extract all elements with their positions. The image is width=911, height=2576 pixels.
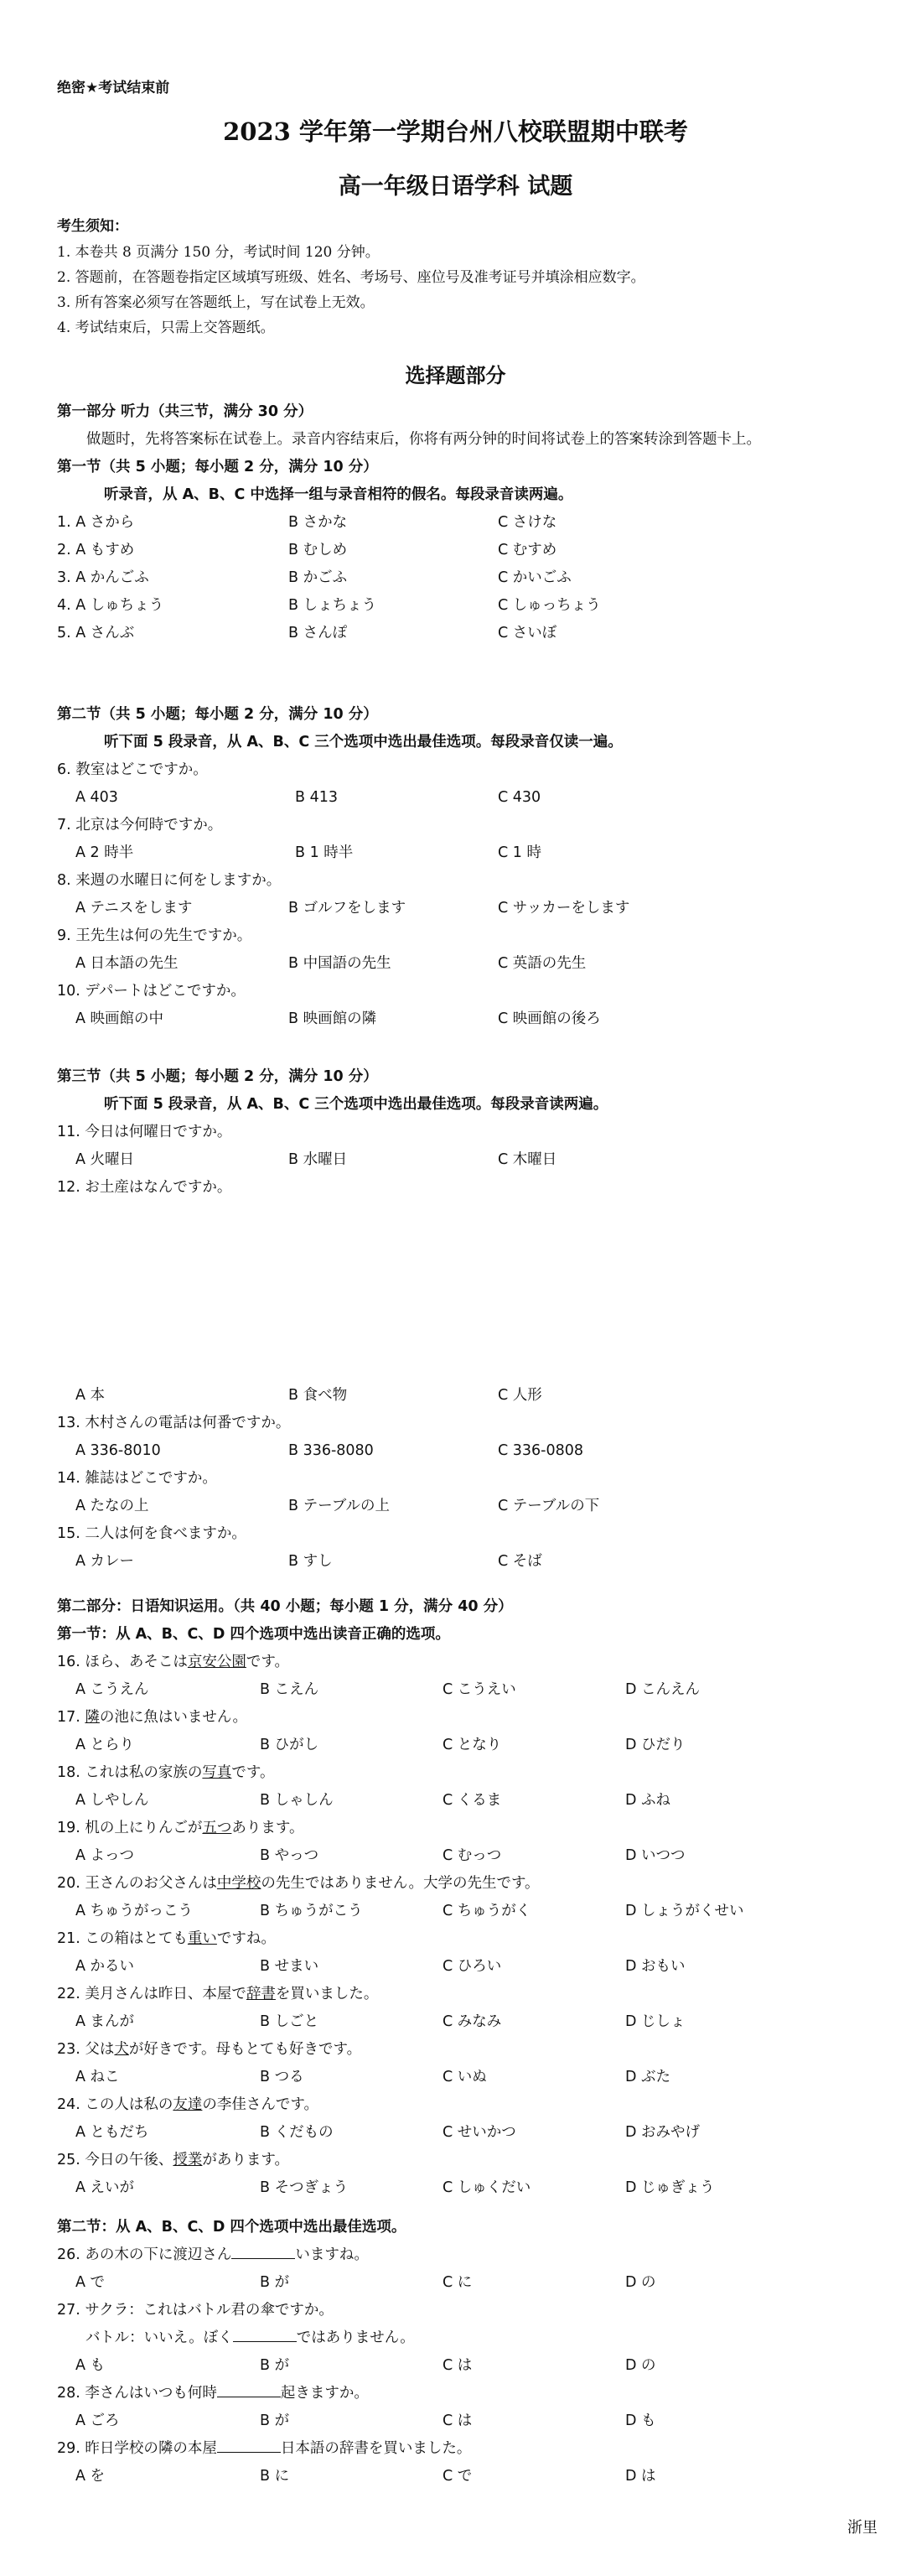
section-title: 第一节（共 5 小题；每小题 2 分，满分 10 分） [57,459,378,475]
question-options [57,2119,887,2147]
question-options [57,1898,887,1925]
option-b: B かごふ [288,569,348,586]
option-b: B やっつ [260,1847,319,1864]
option-a: A カレー [75,1553,135,1570]
stem-text: 23. 父は [57,2041,115,2058]
option-a: A 日本語の先生 [75,955,179,972]
stem-text: 22. 美月さんは昨日、本屋で [57,1986,246,2002]
option-a: A ともだち [75,2124,149,2141]
option-b: B が [260,2357,290,2374]
section-title: 第二节（共 5 小题；每小题 2 分，满分 10 分） [57,706,378,723]
question-stem: 15. 二人は何を食べますか。 [57,1525,246,1542]
option-b: B すし [288,1553,333,1570]
stem-text: 28. 李さんはいつも何時 [57,2385,217,2402]
question-stem [57,2241,887,2269]
option-d: D の [625,2357,656,2374]
question-options [57,784,887,812]
option-b: B 1 時半 [295,844,354,861]
underlined-word: 重い [187,1930,217,1947]
question-options [57,2174,887,2202]
part-title: 第一部分 听力（共三节，满分 30 分） [57,403,313,420]
option-a: A を [75,2468,106,2485]
underlined-word: 授業 [173,2152,203,2168]
option-b: B こえん [260,1681,319,1698]
underlined-word: 中学校 [216,1875,261,1892]
question-options [57,950,887,978]
listening-section-2 [57,701,887,1033]
answer-blank [217,2437,281,2453]
section-instruction: 听录音，从 A、B、C 中选择一组与录音相符的假名。每段录音读两遍。 [104,486,573,503]
section-title: 第三节（共 5 小题；每小题 2 分，满分 10 分） [57,1068,378,1085]
question-stem [57,2091,887,2119]
question-stem [57,1815,887,1842]
option-a: A しやしん [75,1792,149,1809]
part-title: 第二部分：日语知识运用。（共 40 小题；每小题 1 分，满分 40 分） [57,1598,513,1615]
question-options [57,1787,887,1815]
stem-text: ですね。 [216,1930,276,1947]
option-c: C で [443,2468,473,2485]
question-stem [57,1759,887,1787]
knowledge-section-2 [57,2214,887,2490]
option-b: B 食べ物 [288,1387,348,1404]
option-a: 3. A かんごふ [57,569,149,586]
notes-item: 1. 本卷共 8 页满分 150 分，考试时间 120 分钟。 [57,244,380,261]
underlined-word: 写真 [202,1764,232,1781]
option-a: A 336-8010 [75,1442,161,1459]
option-b: B さかな [288,514,348,531]
option-a: 2. A もすめ [57,542,135,558]
underlined-word: 五つ [202,1820,232,1836]
question-options [57,1953,887,1981]
option-a: A 本 [75,1387,106,1404]
option-b: B さんぽ [288,625,348,641]
section-instruction: 听下面 5 段录音，从 A、B、C 三个选项中选出最佳选项。每段录音仅读一遍。 [104,734,623,750]
notes-item: 2. 答题前，在答题卷指定区域填写班级、姓名、考场号、座位号及准考证号并填涂相应数字。 [57,269,645,286]
option-b: B しゃしん [260,1792,334,1809]
option-a: A こうえん [75,1681,149,1698]
question-stem [57,1981,887,2008]
stem-text: 21. この箱はとても [57,1930,188,1947]
part-intro: 做题时，先将答案标在试卷上。录音内容结束后，你将有两分钟的时间将试卷上的答案转涂到答题卡上。 [86,431,761,448]
exam-title: 2023 学年第一学期台州八校联盟期中联考 [223,117,688,146]
question-options [57,839,887,867]
option-c: C しゅっちょう [498,597,601,614]
question-options [57,620,887,647]
question-stem: 11. 今日は何曜日ですか。 [57,1124,232,1140]
option-c: C は [443,2412,473,2429]
option-d: D しょうがくせい [625,1903,744,1919]
question-options [57,2407,887,2435]
option-d: D じしょ [625,2013,686,2030]
stem-text: バトル：いいえ。ぼく [85,2329,233,2346]
answer-blank [233,2326,297,2342]
option-d: D おみやげ [625,2124,701,2141]
listening-section-3 [57,1063,887,1202]
stem-text: 26. あの木の下に渡辺さん [57,2246,232,2263]
stem-text: が好きです。母もとても好きです。 [128,2041,362,2058]
question-options [57,1382,887,1410]
stem-text: いますね。 [295,2246,369,2263]
option-b: B が [260,2274,290,2291]
option-c: C 430 [498,789,541,806]
option-a: A 403 [75,789,118,806]
option-a: A も [75,2357,106,2374]
option-a: A よっつ [75,1847,135,1864]
option-c: C いぬ [443,2069,487,2085]
option-c: C 1 時 [498,844,541,861]
option-a: 4. A しゅちょう [57,597,164,614]
answer-blank [231,2243,295,2259]
question-stem: 13. 木村さんの電話は何番ですか。 [57,1415,291,1431]
stem-text: を買いました。 [275,1986,379,2002]
option-b: B 中国語の先生 [288,955,391,972]
option-c: C 木曜日 [498,1151,557,1168]
page-footer: 浙里 [847,2519,877,2537]
underlined-word: 犬 [114,2041,129,2058]
stem-text: あります。 [231,1820,304,1836]
option-a: A えいが [75,2179,135,2196]
notes-item: 3. 所有答案必须写在答题纸上，写在试卷上无效。 [57,294,375,311]
question-options [57,2463,887,2490]
section-title: 第一节：从 A、B、C、D 四个选项中选出读音正确的选项。 [57,1626,450,1643]
option-a: A 2 時半 [75,844,134,861]
underlined-word: 隣 [85,1709,100,1726]
listening-section-3-continued [57,1382,887,1576]
question-stem [57,2380,887,2407]
section-label: 选择题部分 [405,364,506,387]
option-c: C かいごふ [498,569,572,586]
option-a: A ごろ [75,2412,120,2429]
stem-text: の李佳さんです。 [202,2096,319,2113]
question-options [57,1548,887,1576]
question-options [57,509,887,537]
option-c: C せいかつ [443,2124,516,2141]
option-b: B ちゅうがこう [260,1903,363,1919]
option-c: C むっつ [443,1847,502,1864]
option-a: A 映画館の中 [75,1010,164,1027]
question-options [57,1437,887,1465]
option-d: D じゅぎょう [625,2179,715,2196]
option-a: A たなの上 [75,1498,149,1514]
option-c: C そば [498,1553,542,1570]
option-c: C は [443,2357,473,2374]
stem-text: 日本語の辞書を買いました。 [280,2440,472,2457]
option-c: C ひろい [443,1958,502,1975]
knowledge-part [57,1593,887,2202]
exam-notes [57,214,862,340]
option-a: A で [75,2274,106,2291]
stem-text: です。 [231,1764,275,1781]
option-c: C 人形 [498,1387,542,1404]
option-a: A かるい [75,1958,135,1975]
option-a: A 火曜日 [75,1151,135,1168]
question-stem [57,1704,887,1732]
option-c: C むすめ [498,542,557,558]
question-options [57,895,887,922]
question-stem [57,2147,887,2174]
option-a: 1. A さから [57,514,135,531]
confidential-mark: 绝密★考试结束前 [57,80,170,96]
option-d: D ひだり [625,1737,686,1753]
option-b: B そつぎょう [260,2179,349,2196]
question-stem: 12. お土産はなんですか。 [57,1179,232,1196]
option-c: C となり [443,1737,502,1753]
question-options [57,1676,887,1704]
option-b: B むしめ [288,542,348,558]
question-stem: 9. 王先生は何の先生ですか。 [57,927,252,944]
question-options [57,2352,887,2380]
stem-text: 18. これは私の家族の [57,1764,203,1781]
underlined-word: 辞書 [246,1986,276,2002]
notes-heading: 考生须知： [57,218,128,235]
question-stem [57,2324,887,2352]
stem-text: 20. 王さんのお父さんは [57,1875,217,1892]
option-b: B 映画館の隣 [288,1010,377,1027]
question-stem: 14. 雑誌はどこですか。 [57,1470,217,1487]
question-options [57,537,887,564]
stem-text: です。 [246,1654,290,1670]
option-b: B つる [260,2069,304,2085]
option-b: B に [260,2468,290,2485]
option-c: C 336-0808 [498,1442,584,1459]
option-c: C さけな [498,514,557,531]
option-d: D は [625,2468,656,2485]
option-b: B が [260,2412,290,2429]
question-options [57,2269,887,2297]
question-options [57,2008,887,2036]
option-d: D おもい [625,1958,686,1975]
stem-text: 29. 昨日学校の隣の本屋 [57,2440,217,2457]
question-options [57,1005,887,1033]
option-c: C さいぼ [498,625,557,641]
listening-part [57,398,887,647]
stem-text: 起きますか。 [280,2385,369,2402]
stem-text: 25. 今日の午後、 [57,2152,173,2168]
stem-text: ではありません。 [296,2329,415,2346]
option-c: C サッカーをします [498,900,630,917]
option-b: B ゴルフをします [288,900,406,917]
answer-blank [217,2381,281,2397]
option-b: B くだもの [260,2124,334,2141]
option-b: B せまい [260,1958,319,1975]
option-a: A とらり [75,1737,135,1753]
option-b: B 水曜日 [288,1151,348,1168]
option-b: B しごと [260,2013,319,2030]
option-c: C テーブルの下 [498,1498,600,1514]
section-instruction: 听下面 5 段录音，从 A、B、C 三个选项中选出最佳选项。每段录音读两遍。 [104,1096,608,1113]
option-a: A ねこ [75,2069,120,2085]
question-options [57,2064,887,2091]
option-c: C くるま [443,1792,502,1809]
exam-subtitle: 高一年级日语学科 试题 [338,174,573,200]
question-stem [57,2036,887,2064]
stem-text: の池に魚はいません。 [99,1709,247,1726]
question-options [57,564,887,592]
option-d: D の [625,2274,656,2291]
question-options [57,1493,887,1520]
option-c: C こうえい [443,1681,516,1698]
option-b: B しょちょう [288,597,377,614]
option-b: B テーブルの上 [288,1498,390,1514]
stem-text: 19. 机の上にりんごが [57,1820,203,1836]
option-b: B 413 [295,789,338,806]
question-options [57,1842,887,1870]
question-stem [57,1925,887,1953]
option-b: B 336-8080 [288,1442,374,1459]
question-options [57,1732,887,1759]
option-b: B ひがし [260,1737,319,1753]
option-c: C 映画館の後ろ [498,1010,601,1027]
option-a: 5. A さんぶ [57,625,135,641]
question-options [57,592,887,620]
underlined-word: 友達 [173,2096,203,2113]
stem-text: 17. [57,1709,85,1726]
question-stem [57,1870,887,1898]
notes-item: 4. 考试结束后，只需上交答题纸。 [57,319,275,336]
stem-text: 16. ほら、あそこは [57,1654,188,1670]
option-a: A ちゅうがっこう [75,1903,194,1919]
option-c: C に [443,2274,473,2291]
question-stem: 8. 来週の水曜日に何をしますか。 [57,872,282,889]
stem-text: の先生ではありません。大学の先生です。 [261,1875,540,1892]
underlined-word: 京安公園 [187,1654,246,1670]
option-a: A まんが [75,2013,135,2030]
option-d: D も [625,2412,656,2429]
question-stem: 10. デパートはどこですか。 [57,983,246,1000]
option-c: C 英語の先生 [498,955,587,972]
option-d: D こんえん [625,1681,701,1698]
question-stem: 6. 教室はどこですか。 [57,761,208,778]
option-a: A テニスをします [75,900,193,917]
option-c: C ちゅうがく [443,1903,531,1919]
option-d: D いつつ [625,1847,686,1864]
section-title: 第二节：从 A、B、C、D 四个选项中选出最佳选项。 [57,2219,406,2236]
option-c: C しゅくだい [443,2179,531,2196]
stem-text: 24. この人は私の [57,2096,173,2113]
question-stem [57,1649,887,1676]
question-stem: 7. 北京は今何時ですか。 [57,817,223,834]
option-d: D ぶた [625,2069,671,2085]
question-stem [57,2435,887,2463]
option-c: C みなみ [443,2013,502,2030]
question-stem: 27. サクラ：これはバトル君の傘ですか。 [57,2302,334,2319]
stem-text: があります。 [202,2152,290,2168]
question-options [57,1146,887,1174]
option-d: D ふね [625,1792,671,1809]
